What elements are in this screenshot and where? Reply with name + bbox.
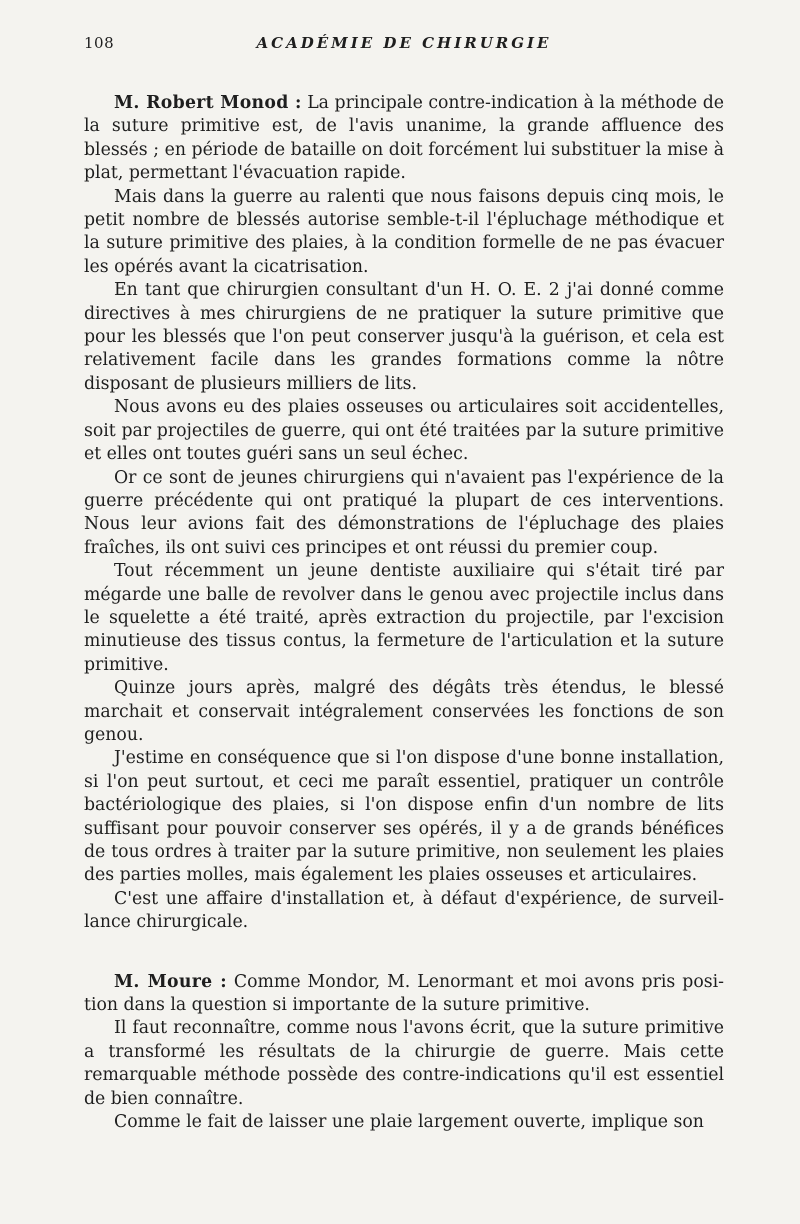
paragraph [84, 971, 724, 1018]
section-gap [84, 935, 724, 971]
paragraph: Tout récemment un jeune dentiste auxiliaire qui s'était tiré par mégarde une balle de revolver dans le genou avec projectile inclus dans le squelette a été traité, après extraction du projectile, par l'excision minutieuse des tissus contus, la fermeture de l'articulation et la suture primitive. [84, 561, 724, 675]
page-number: 108 [84, 34, 115, 52]
paragraph: Nous avons eu des plaies osseuses ou articulaires soit accidentelles, soit par projectiles de guerre, qui ont été traitées par la suture primitive et elles ont toutes guéri sans un seul échec. [84, 397, 724, 465]
paragraph: J'estime en conséquence que si l'on dispose d'une bonne installation, si l'on peut surtout, et ceci me paraît essentiel, pratiquer un contrôle bactériologique des plaies, si l'on dispose enfin d'un nombre de lits suffisant pour pouvoir conserver ses opérés, il y a de grands bénéfices de tous ordres à traiter par la suture primitive, non seulement les plaies des parties molles, mais également les plaies osseuses et articulaires. [84, 748, 724, 886]
paragraph: Il faut reconnaître, comme nous l'avons écrit, que la suture primitive a transformé les résultats de la chirurgie de guerre. Mais cette remarquable méthode possède des contre-indications qu'il est essentiel de bien connaître. [84, 1018, 724, 1109]
paragraph-text: La principale contre-indication à la méthode de la suture primitive est, de l'avis unanime, la grande affluence des blessés ; en période de bataille on doit forcément lui substituer la mise à plat, permettant l'évacuation rapide. [84, 93, 724, 184]
paragraph: Or ce sont de jeunes chirurgiens qui n'avaient pas l'expérience de la guerre précédente qui ont pratiqué la plupart de ces interventions. Nous leur avions fait des démonstrations de l'épluchage des plaies fraîches, ils ont suivi ces principes et ont réussi du premier coup. [84, 467, 724, 558]
running-header [84, 30, 724, 60]
paragraph [84, 92, 724, 186]
paragraph-text: Comme Mondor, M. Lenormant et moi avons pris position dans la question si importante de la suture primitive. [84, 971, 724, 1016]
paragraph: C'est une affaire d'installation et, à défaut d'expérience, de surveillance chirurgicale. [84, 888, 724, 933]
paragraph: Mais dans la guerre au ralenti que nous faisons depuis cinq mois, le petit nombre de blessés autorise semble-t-il l'épluchage méthodique et la suture primitive des plaies, à la condition formelle de ne pas évacuer les opérés avant la cicatrisation. [84, 186, 724, 277]
journal-title: ACADÉMIE DE CHIRURGIE [256, 34, 552, 52]
paragraph: Quinze jours après, malgré des dégâts très étendus, le blessé marchait et conservait intégralement conservées les fonctions de son genou. [84, 678, 724, 745]
speaker-name: M. Robert Monod : [114, 93, 302, 113]
paragraph: En tant que chirurgien consultant d'un H. O. E. 2 j'ai donné comme directives à mes chirurgiens de ne pratiquer la suture primitive que pour les blessés que l'on peut conserver jusqu'à la guérison, et cela est relativement facile dans les grandes formations comme la nôtre disposant de plusieurs milliers de lits. [84, 280, 724, 394]
paragraph: Comme le fait de laisser une plaie largement ouverte, implique son [114, 1112, 704, 1133]
speaker-name: M. Moure : [114, 971, 227, 992]
